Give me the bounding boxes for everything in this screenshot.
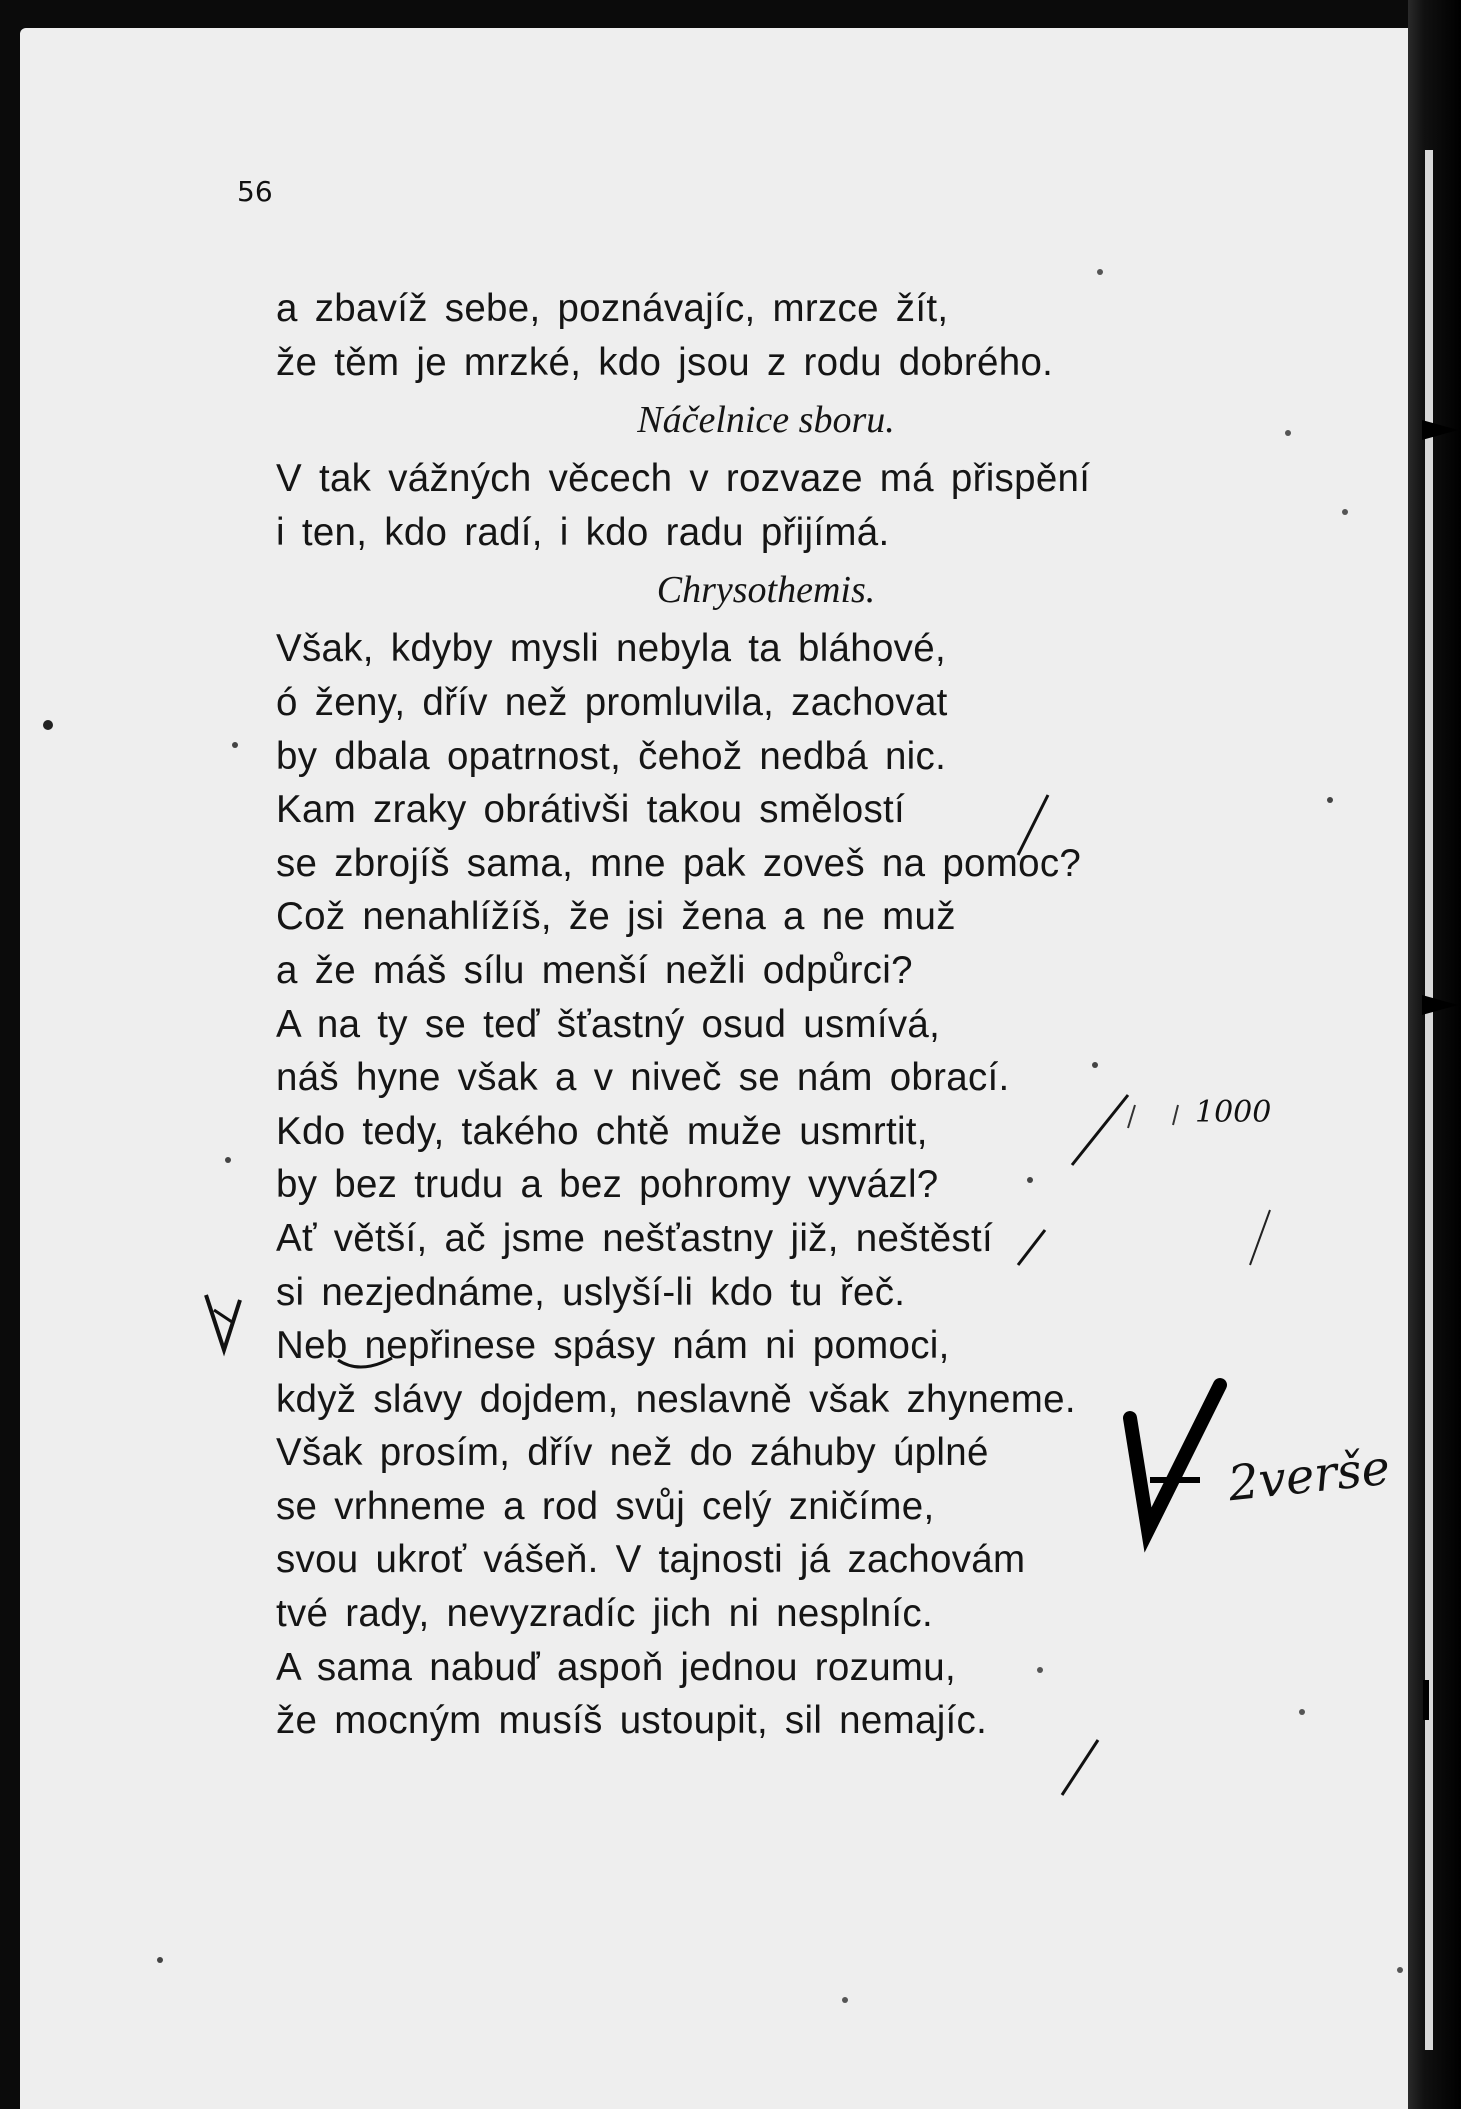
verse-line: že těm je mrzké, kdo jsou z rodu dobrého. [276, 340, 1054, 384]
handwritten-verse-note: 2verše [1225, 1439, 1393, 1513]
verse-line: svou ukroť vášeň. V tajnosti já zachovám [276, 1538, 1026, 1582]
verse-line: a zbavíž sebe, poznávajíc, mrzce žít, [276, 287, 949, 330]
book-spine-edge [1408, 0, 1461, 2109]
verse-line: Což nenahlížíš, že jsi žena a ne muž [276, 895, 956, 939]
verse-text-block [276, 282, 1196, 1748]
verse-line: by dbala opatrnost, čehož nedbá nic. [276, 734, 947, 778]
speaker-name: Chrysothemis. [656, 569, 876, 612]
verse-line: si nezjednáme, uslyší-li kdo tu řeč. [276, 1270, 906, 1314]
verse-line: A na ty se teď šťastný osud usmívá, [276, 1002, 941, 1046]
verse-line: Však, kdyby mysli nebyla ta bláhové, [276, 627, 946, 671]
verse-line: a že máš sílu menší nežli odpůrci? [276, 948, 913, 992]
verse-line: Ať větší, ač jsme nešťastny již, neštěstí [276, 1216, 993, 1260]
page-number: 56 [237, 175, 273, 208]
page-edge-strip [1425, 150, 1433, 2050]
verse-line: když slávy dojdem, neslavně však zhyneme. [276, 1377, 1076, 1421]
verse-line: se vrhneme a rod svůj celý zničíme, [276, 1484, 935, 1528]
verse-line: ó ženy, dřív než promluvila, zachovat [276, 680, 948, 724]
verse-line: by bez trudu a bez pohromy vyvázl? [276, 1163, 939, 1207]
verse-line: že mocným musíš ustoupit, sil nemajíc. [276, 1699, 988, 1743]
handwritten-line-count: 1000 [1195, 1095, 1272, 1130]
verse-line: Neb nepřinese spásy nám ni pomoci, [276, 1324, 950, 1368]
verse-line: Kdo tedy, takého chtě muže usmrtit, [276, 1109, 928, 1153]
verse-line: náš hyne však a v niveč se nám obrací. [276, 1056, 1010, 1100]
verse-line: V tak vážných věcech v rozvaze má přispění [276, 457, 1091, 501]
verse-line: Kam zraky obrátivši takou smělostí [276, 788, 906, 832]
verse-line: i ten, kdo radí, i kdo radu přijímá. [276, 510, 890, 554]
speaker-name: Náčelnice sboru. [637, 399, 895, 442]
verse-line: se zbrojíš sama, mne pak zoveš na pomoc? [276, 841, 1082, 885]
verse-line: Však prosím, dřív než do záhuby úplné [276, 1431, 989, 1475]
verse-line: tvé rady, nevyzradíc jich ni nesplníc. [276, 1592, 933, 1636]
verse-line: A sama nabuď aspoň jednou rozumu, [276, 1645, 956, 1689]
